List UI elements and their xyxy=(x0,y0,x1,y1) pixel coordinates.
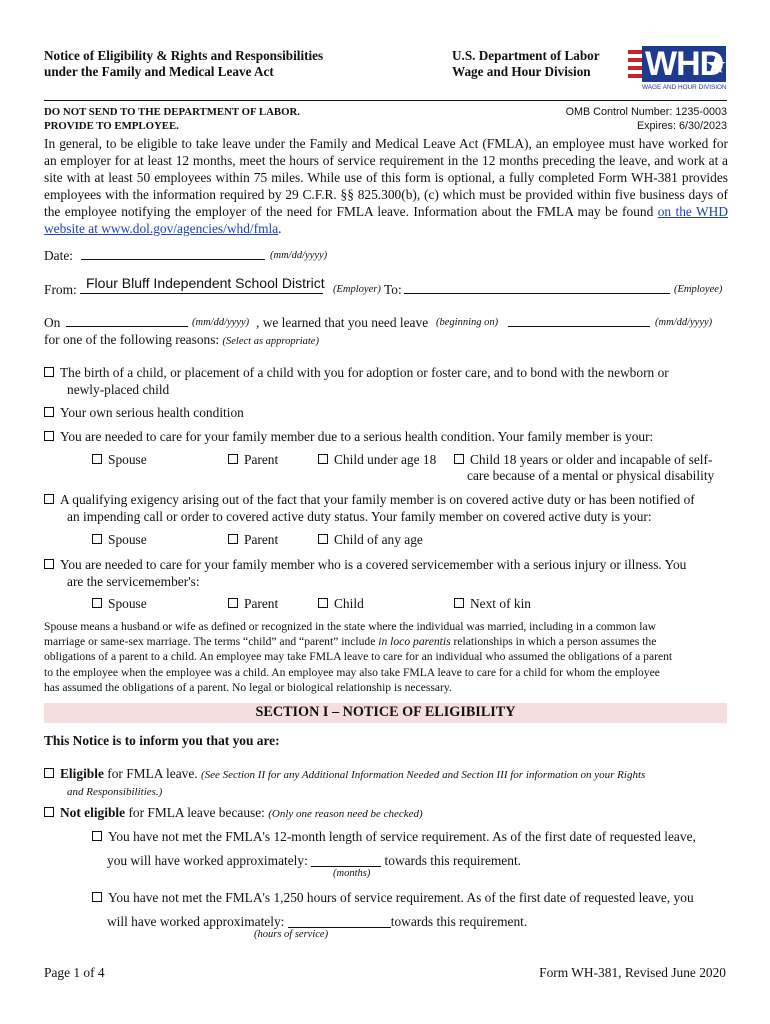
form-title-line2: under the Family and Medical Leave Act xyxy=(44,64,274,79)
reason-servicemember-text-cont: are the servicemember's: xyxy=(67,574,200,589)
family-care-spouse-checkbox[interactable] xyxy=(92,454,102,464)
servicemember-next-of-kin[interactable] xyxy=(454,596,531,612)
form-revision: Form WH-381, Revised June 2020 xyxy=(539,965,726,980)
employee-field[interactable] xyxy=(404,293,670,294)
reason-servicemember-text: You are needed to care for your family member who is a covered servicemember with a serious injury or illness. You xyxy=(60,557,687,572)
hours-worked-line xyxy=(107,913,527,930)
header-divider xyxy=(44,100,727,101)
form-title xyxy=(44,48,323,80)
reason-servicemember xyxy=(44,556,728,590)
form-title-line1: Notice of Eligibility & Rights and Responsibilities xyxy=(44,48,324,63)
months-worked-label: you will have worked approximately: xyxy=(107,853,308,868)
servicemember-child[interactable] xyxy=(318,596,364,612)
date-hint: (mm/dd/yyyy) xyxy=(270,250,328,261)
servicemember-child-label: Child xyxy=(334,596,364,611)
family-care-parent-label: Parent xyxy=(244,452,279,467)
months-hint: (months) xyxy=(333,868,371,879)
learned-date-field[interactable] xyxy=(66,326,188,327)
from-label: From: xyxy=(44,282,77,297)
spouse-child-parent-definition xyxy=(44,619,734,695)
reason-own-health xyxy=(44,404,244,421)
not-eligible-option xyxy=(44,804,423,823)
on-label: On xyxy=(44,315,61,330)
servicemember-next-of-kin-label: Next of kin xyxy=(470,596,531,611)
omb-info xyxy=(566,105,727,133)
servicemember-parent-checkbox[interactable] xyxy=(228,598,238,608)
omb-control-number: OMB Control Number: 1235-0003 xyxy=(565,106,727,118)
exigency-spouse-checkbox[interactable] xyxy=(92,534,102,544)
hours-worked-suffix: towards this requirement. xyxy=(390,914,528,929)
reason-birth-checkbox[interactable] xyxy=(44,367,54,377)
whd-website-link[interactable]: on the WHD website at www.dol.gov/agencies/whd/fmla xyxy=(44,204,729,236)
reason-birth xyxy=(44,364,728,398)
family-care-parent-checkbox[interactable] xyxy=(228,454,238,464)
definition-line5: has assumed the obligations of a parent. No legal or biological relationship is necessary. xyxy=(44,680,452,694)
servicemember-next-of-kin-checkbox[interactable] xyxy=(454,598,464,608)
exigency-spouse-label: Spouse xyxy=(108,532,147,547)
servicemember-spouse-label: Spouse xyxy=(108,596,147,611)
not-eligible-1250-hours xyxy=(92,889,694,906)
reason-exigency xyxy=(44,491,728,525)
employer-field[interactable]: Flour Bluff Independent School District xyxy=(86,275,325,291)
reason-exigency-text-cont: an impending call or order to covered active duty status. Your family member on covered active duty is your: xyxy=(67,509,652,524)
reason-servicemember-checkbox[interactable] xyxy=(44,559,54,569)
do-not-send-notice xyxy=(44,105,300,133)
family-care-spouse[interactable] xyxy=(92,452,147,468)
date-label: Date: xyxy=(44,248,73,263)
whd-logo xyxy=(628,44,728,96)
reason-exigency-text: A qualifying exigency arising out of the fact that your family member is on covered active duty or has been notified of xyxy=(60,492,695,507)
reason-family-care-text: You are needed to care for your family member due to a serious health condition. Your family member is your: xyxy=(60,429,654,444)
definition-line1: Spouse means a husband or wife as defined or recognized in the state where the individual was married, including in a common law xyxy=(44,620,657,633)
hours-worked-field[interactable] xyxy=(288,915,391,928)
not-eligible-text: for FMLA leave because: xyxy=(125,805,265,820)
employer-hint: (Employer) xyxy=(333,284,381,295)
family-care-spouse-label: Spouse xyxy=(108,452,147,467)
reason-own-health-text: Your own serious health condition xyxy=(60,405,244,420)
months-worked-suffix: towards this requirement. xyxy=(384,853,522,868)
months-worked-field[interactable] xyxy=(311,854,381,867)
hours-hint: (hours of service) xyxy=(254,929,329,940)
exigency-parent-checkbox[interactable] xyxy=(228,534,238,544)
exigency-child[interactable] xyxy=(318,532,423,548)
eligible-note: (See Section II for any Additional Information Needed and Section III for information on your Rights xyxy=(200,769,646,781)
eligible-note-cont: and Responsibilities.) xyxy=(67,786,163,798)
not-eligible-checkbox[interactable] xyxy=(44,807,54,817)
beginning-on-hint: (beginning on) xyxy=(436,317,499,328)
expiration-date: Expires: 6/30/2023 xyxy=(636,120,727,132)
not-eligible-1250-hours-text: You have not met the FMLA's 1,250 hours of service requirement. As of the first date of requested leave, you xyxy=(108,890,694,905)
to-label: To: xyxy=(384,282,402,297)
department-line2: Wage and Hour Division xyxy=(452,64,591,79)
reason-family-care xyxy=(44,428,653,445)
family-care-child-18-plus[interactable] xyxy=(454,452,712,468)
leave-begin-date-hint: (mm/dd/yyyy) xyxy=(655,317,713,328)
page-number: Page 1 of 4 xyxy=(44,965,105,980)
reason-birth-text: The birth of a child, or placement of a child with you for adoption or foster care, and to bond with the newborn or xyxy=(60,365,669,380)
definition-line3: obligations of a parent to a child. An employee may take FMLA leave to care for an individual who assumed the obligations of a parent xyxy=(44,650,673,664)
eligible-option xyxy=(44,765,734,801)
hours-worked-label: will have worked approximately: xyxy=(107,914,285,929)
servicemember-spouse-checkbox[interactable] xyxy=(92,598,102,608)
whd-logo-text: WHD xyxy=(645,45,724,83)
not-eligible-note: (Only one reason need be checked) xyxy=(268,808,423,820)
servicemember-parent[interactable] xyxy=(228,596,278,612)
intro-paragraph xyxy=(44,135,728,237)
exigency-parent[interactable] xyxy=(228,532,278,548)
intro-end: . xyxy=(278,221,282,236)
servicemember-child-checkbox[interactable] xyxy=(318,598,328,608)
reason-family-care-checkbox[interactable] xyxy=(44,431,54,441)
exigency-parent-label: Parent xyxy=(244,532,279,547)
exigency-child-label: Child of any age xyxy=(334,532,423,547)
reasons-hint: (Select as appropriate) xyxy=(222,336,319,347)
family-care-parent[interactable] xyxy=(228,452,278,468)
employer-field-line xyxy=(80,293,323,294)
not-eligible-label: Not eligible xyxy=(60,805,126,820)
eligible-label: Eligible xyxy=(60,766,104,781)
reason-exigency-checkbox[interactable] xyxy=(44,494,54,504)
notice-line2: PROVIDE TO EMPLOYEE. xyxy=(44,120,179,132)
reason-birth-text-cont: newly-placed child xyxy=(67,382,170,397)
not-eligible-12-month-text: You have not met the FMLA's 12-month length of service requirement. As of the first date of requested leave, xyxy=(108,829,696,844)
family-care-child-18-plus-checkbox[interactable] xyxy=(454,454,464,464)
reasons-label-text: for one of the following reasons: xyxy=(44,332,220,347)
employee-hint: (Employee) xyxy=(674,284,723,295)
eligible-text: for FMLA leave. xyxy=(103,766,198,781)
not-eligible-1250-hours-checkbox[interactable] xyxy=(92,892,102,902)
intro-text: In general, to be eligible to take leave under the Family and Medical Leave Act (FMLA), an employee must have worked for an employer for at least 12 months, meet the hours of service requirement in the 12 months preceding the leave, and work at a site with at least 50 employees within 75 miles. While use of this form is optional, a fully completed Form WH-381 provides employees with the information required by 29 C.F.R. §§ 825.300(b), (c) which must be provided within five business days of the employee notifying the employer of the need for FMLA leave. Information about the FMLA may be found xyxy=(44,136,728,219)
servicemember-spouse[interactable] xyxy=(92,596,147,612)
family-care-child-18-plus-cont: care because of a mental or physical disability xyxy=(467,468,715,483)
definition-line2-a: marriage or same-sex marriage. The terms “child” and “parent” include xyxy=(44,635,379,649)
date-field[interactable] xyxy=(81,259,265,260)
definition-line2 xyxy=(44,634,734,649)
definition-line2-c: relationships in which a person assumes the xyxy=(450,635,657,649)
family-care-child-under-18-label: Child under age 18 xyxy=(334,452,437,467)
exigency-spouse[interactable] xyxy=(92,532,147,548)
family-care-child-under-18-checkbox[interactable] xyxy=(318,454,328,464)
family-care-child-18-plus-label: Child 18 years or older and incapable of self- xyxy=(470,452,713,467)
eligible-checkbox[interactable] xyxy=(44,768,54,778)
learned-text: , we learned that you need leave xyxy=(256,315,429,330)
section-1-title: SECTION I – NOTICE OF ELIGIBILITY xyxy=(255,704,516,720)
exigency-child-checkbox[interactable] xyxy=(318,534,328,544)
not-eligible-12-month xyxy=(92,828,696,845)
family-care-child-under-18[interactable] xyxy=(318,452,436,468)
learned-date-hint: (mm/dd/yyyy) xyxy=(192,317,250,328)
leave-begin-date-field[interactable] xyxy=(508,326,650,327)
section-1-inform: This Notice is to inform you that you are: xyxy=(44,733,280,748)
department-line1: U.S. Department of Labor xyxy=(452,48,600,63)
whd-logo-subtitle: WAGE AND HOUR DIVISION xyxy=(642,84,727,91)
definition-line4: to the employee when the employee was a child. An employee may also take FMLA leave to care for a child for whom the employee xyxy=(44,665,660,679)
department-name xyxy=(452,48,600,80)
reason-own-health-checkbox[interactable] xyxy=(44,407,54,417)
months-worked-line xyxy=(107,852,521,869)
reasons-label xyxy=(44,331,319,350)
notice-line1: DO NOT SEND TO THE DEPARTMENT OF LABOR. xyxy=(44,106,300,118)
definition-line2-italic: in loco parentis xyxy=(378,635,451,649)
servicemember-parent-label: Parent xyxy=(244,596,279,611)
not-eligible-12-month-checkbox[interactable] xyxy=(92,831,102,841)
